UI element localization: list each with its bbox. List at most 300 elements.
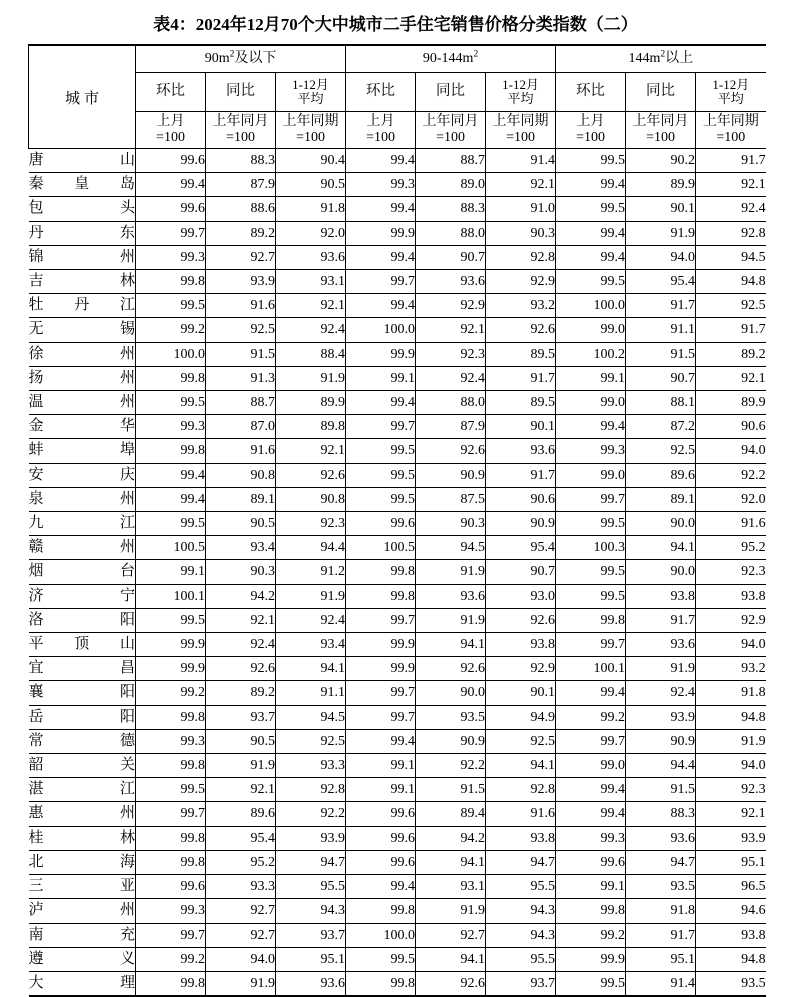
row-city-name: 济宁 — [29, 584, 136, 608]
table-body — [29, 149, 766, 997]
row-value-cell: 99.3 — [136, 729, 206, 753]
row-value-cell: 94.1 — [416, 947, 486, 971]
row-value-cell: 92.8 — [696, 221, 766, 245]
row-value-cell: 91.9 — [626, 221, 696, 245]
row-value-cell: 93.6 — [416, 270, 486, 294]
header-city: 城市 — [29, 45, 136, 149]
row-value-cell: 94.1 — [486, 754, 556, 778]
row-value-cell: 99.5 — [556, 270, 626, 294]
row-value-cell: 93.3 — [276, 754, 346, 778]
row-value-cell: 94.5 — [416, 536, 486, 560]
row-city-name: 徐州 — [29, 342, 136, 366]
table-row — [29, 826, 766, 850]
header-base-0-2 — [276, 112, 346, 149]
row-value-cell: 100.1 — [556, 657, 626, 681]
row-value-cell: 90.1 — [486, 415, 556, 439]
header-sub-2-2-l1: 1-12月 — [712, 76, 750, 92]
table-row — [29, 778, 766, 802]
row-value-cell: 91.1 — [276, 681, 346, 705]
row-value-cell: 99.4 — [136, 173, 206, 197]
row-value-cell: 92.1 — [276, 294, 346, 318]
row-value-cell: 99.4 — [346, 875, 416, 899]
header-base-0-1-l1: 上年同月 — [212, 114, 269, 130]
row-value-cell: 91.9 — [416, 608, 486, 632]
row-value-cell: 94.5 — [276, 705, 346, 729]
row-value-cell: 92.1 — [206, 778, 276, 802]
row-value-cell: 91.7 — [486, 366, 556, 390]
table-container — [0, 44, 791, 997]
row-value-cell: 90.9 — [626, 729, 696, 753]
header-base-1-2-l1: 上年同期 — [492, 114, 549, 130]
row-value-cell: 91.9 — [696, 729, 766, 753]
row-value-cell: 90.3 — [486, 221, 556, 245]
row-value-cell: 93.9 — [626, 705, 696, 729]
row-value-cell: 93.8 — [486, 633, 556, 657]
row-value-cell: 90.0 — [416, 681, 486, 705]
row-value-cell: 99.6 — [556, 850, 626, 874]
row-value-cell: 91.8 — [696, 681, 766, 705]
row-value-cell: 95.2 — [206, 850, 276, 874]
header-sub-0-1: 同比 — [206, 73, 276, 112]
row-value-cell: 91.4 — [626, 971, 696, 996]
row-value-cell: 90.3 — [206, 560, 276, 584]
row-value-cell: 90.1 — [626, 197, 696, 221]
row-city-name: 牡丹江 — [29, 294, 136, 318]
header-sub-2-2 — [696, 73, 766, 112]
page-title: 表4：2024年12月70个大中城市二手住宅销售价格分类指数（二） — [153, 15, 638, 34]
row-value-cell: 99.7 — [556, 729, 626, 753]
row-value-cell: 91.5 — [626, 778, 696, 802]
header-sub-1-1: 同比 — [416, 73, 486, 112]
row-value-cell: 91.7 — [486, 463, 556, 487]
header-sub-2-0: 环比 — [556, 73, 626, 112]
row-value-cell: 90.0 — [626, 512, 696, 536]
row-value-cell: 92.4 — [696, 197, 766, 221]
table-row — [29, 947, 766, 971]
row-value-cell: 89.6 — [206, 802, 276, 826]
row-value-cell: 99.7 — [556, 487, 626, 511]
row-value-cell: 99.5 — [346, 487, 416, 511]
row-value-cell: 88.7 — [206, 391, 276, 415]
row-value-cell: 93.3 — [206, 875, 276, 899]
row-value-cell: 95.4 — [486, 536, 556, 560]
row-value-cell: 99.7 — [136, 221, 206, 245]
row-value-cell: 99.7 — [556, 633, 626, 657]
header-sub-2-2-l2: 平均 — [717, 91, 744, 106]
row-value-cell: 99.8 — [136, 826, 206, 850]
header-sub-0-2-l2: 平均 — [297, 91, 324, 106]
row-value-cell: 91.7 — [696, 149, 766, 173]
row-city-name: 温州 — [29, 391, 136, 415]
row-value-cell: 95.1 — [626, 947, 696, 971]
header-row-sub — [29, 73, 766, 112]
row-value-cell: 91.2 — [276, 560, 346, 584]
row-value-cell: 90.1 — [486, 681, 556, 705]
row-value-cell: 99.5 — [556, 560, 626, 584]
row-value-cell: 90.5 — [206, 512, 276, 536]
row-value-cell: 91.5 — [416, 778, 486, 802]
row-value-cell: 99.5 — [556, 584, 626, 608]
row-value-cell: 88.3 — [206, 149, 276, 173]
row-value-cell: 87.0 — [206, 415, 276, 439]
table-row — [29, 633, 766, 657]
row-value-cell: 93.7 — [276, 923, 346, 947]
row-value-cell: 91.9 — [626, 657, 696, 681]
row-value-cell: 95.1 — [276, 947, 346, 971]
row-value-cell: 100.5 — [346, 536, 416, 560]
row-value-cell: 93.9 — [696, 826, 766, 850]
table-row — [29, 657, 766, 681]
row-value-cell: 100.0 — [556, 294, 626, 318]
row-value-cell: 92.9 — [486, 657, 556, 681]
header-sub-1-0: 环比 — [346, 73, 416, 112]
row-value-cell: 90.8 — [276, 487, 346, 511]
row-value-cell: 99.8 — [136, 439, 206, 463]
row-value-cell: 99.5 — [136, 778, 206, 802]
row-value-cell: 92.1 — [696, 802, 766, 826]
row-value-cell: 93.7 — [486, 971, 556, 996]
row-value-cell: 94.2 — [206, 584, 276, 608]
header-base-2-1-l1: 上年同月 — [632, 114, 689, 130]
row-value-cell: 100.3 — [556, 536, 626, 560]
row-value-cell: 99.6 — [136, 875, 206, 899]
row-value-cell: 90.0 — [626, 560, 696, 584]
row-value-cell: 95.5 — [486, 875, 556, 899]
row-value-cell: 99.2 — [556, 923, 626, 947]
row-value-cell: 99.5 — [556, 971, 626, 996]
table-row — [29, 439, 766, 463]
table-row — [29, 923, 766, 947]
row-value-cell: 99.4 — [346, 197, 416, 221]
row-value-cell: 90.7 — [486, 560, 556, 584]
row-value-cell: 93.8 — [626, 584, 696, 608]
table-row — [29, 173, 766, 197]
row-value-cell: 99.5 — [136, 391, 206, 415]
row-city-name: 常德 — [29, 729, 136, 753]
row-value-cell: 92.4 — [626, 681, 696, 705]
row-value-cell: 93.4 — [206, 536, 276, 560]
row-value-cell: 99.7 — [346, 705, 416, 729]
row-city-name: 桂林 — [29, 826, 136, 850]
row-value-cell: 95.5 — [276, 875, 346, 899]
row-value-cell: 90.7 — [626, 366, 696, 390]
row-value-cell: 88.0 — [416, 391, 486, 415]
row-value-cell: 99.8 — [556, 608, 626, 632]
row-value-cell: 92.3 — [416, 342, 486, 366]
row-value-cell: 91.9 — [416, 560, 486, 584]
row-value-cell: 99.4 — [556, 415, 626, 439]
header-base-2-0-l2: =100 — [576, 130, 605, 145]
row-value-cell: 90.4 — [276, 149, 346, 173]
header-base-2-2 — [696, 112, 766, 149]
row-value-cell: 99.4 — [556, 778, 626, 802]
row-value-cell: 99.4 — [556, 681, 626, 705]
row-value-cell: 99.5 — [346, 463, 416, 487]
row-value-cell: 93.5 — [416, 705, 486, 729]
row-value-cell: 90.3 — [416, 512, 486, 536]
header-base-2-2-l2: =100 — [716, 130, 746, 145]
row-value-cell: 89.2 — [206, 681, 276, 705]
row-city-name: 韶关 — [29, 754, 136, 778]
row-value-cell: 92.0 — [276, 221, 346, 245]
row-value-cell: 93.9 — [206, 270, 276, 294]
row-value-cell: 93.9 — [276, 826, 346, 850]
header-base-1-2 — [486, 112, 556, 149]
row-value-cell: 88.7 — [416, 149, 486, 173]
row-value-cell: 94.0 — [626, 245, 696, 269]
header-base-1-0-l1: 上月 — [366, 114, 395, 130]
header-sub-0-0: 环比 — [136, 73, 206, 112]
row-value-cell: 90.8 — [206, 463, 276, 487]
header-sub-1-2-l1: 1-12月 — [502, 76, 539, 92]
row-value-cell: 90.5 — [276, 173, 346, 197]
row-value-cell: 92.4 — [276, 608, 346, 632]
row-value-cell: 93.7 — [206, 705, 276, 729]
row-value-cell: 99.4 — [346, 729, 416, 753]
row-value-cell: 87.9 — [206, 173, 276, 197]
row-value-cell: 91.9 — [206, 754, 276, 778]
row-value-cell: 92.6 — [486, 318, 556, 342]
row-value-cell: 89.1 — [206, 487, 276, 511]
row-value-cell: 89.9 — [276, 391, 346, 415]
row-value-cell: 90.9 — [416, 729, 486, 753]
row-value-cell: 91.5 — [206, 342, 276, 366]
row-value-cell: 92.5 — [696, 294, 766, 318]
header-base-0-2-l1: 上年同期 — [282, 114, 339, 130]
row-value-cell: 99.8 — [346, 899, 416, 923]
row-value-cell: 94.0 — [696, 754, 766, 778]
row-city-name: 宜昌 — [29, 657, 136, 681]
row-value-cell: 91.9 — [276, 366, 346, 390]
row-value-cell: 99.6 — [136, 149, 206, 173]
row-value-cell: 93.5 — [696, 971, 766, 996]
row-value-cell: 99.5 — [556, 512, 626, 536]
row-value-cell: 99.1 — [346, 778, 416, 802]
row-value-cell: 92.7 — [206, 245, 276, 269]
row-value-cell: 99.8 — [136, 971, 206, 996]
table-row — [29, 875, 766, 899]
row-value-cell: 94.0 — [696, 633, 766, 657]
header-base-1-1 — [416, 112, 486, 149]
row-value-cell: 92.7 — [416, 923, 486, 947]
row-value-cell: 95.5 — [486, 947, 556, 971]
row-value-cell: 92.3 — [696, 560, 766, 584]
row-value-cell: 99.6 — [346, 850, 416, 874]
row-value-cell: 99.2 — [556, 705, 626, 729]
row-value-cell: 100.2 — [556, 342, 626, 366]
header-group-0-sup: 2 — [229, 49, 235, 60]
table-row — [29, 245, 766, 269]
row-city-name: 北海 — [29, 850, 136, 874]
row-value-cell: 91.6 — [486, 802, 556, 826]
row-value-cell: 99.5 — [136, 608, 206, 632]
row-value-cell: 91.7 — [626, 294, 696, 318]
row-value-cell: 93.4 — [276, 633, 346, 657]
table-row — [29, 270, 766, 294]
row-city-name: 锦州 — [29, 245, 136, 269]
header-row-base — [29, 112, 766, 149]
header-group-2-suffix: 以上 — [665, 51, 694, 66]
row-value-cell: 99.1 — [346, 366, 416, 390]
row-value-cell: 100.1 — [136, 584, 206, 608]
header-base-1-0 — [346, 112, 416, 149]
row-value-cell: 88.4 — [276, 342, 346, 366]
row-value-cell: 99.9 — [136, 657, 206, 681]
row-value-cell: 94.1 — [276, 657, 346, 681]
row-value-cell: 90.2 — [626, 149, 696, 173]
row-value-cell: 92.5 — [276, 729, 346, 753]
row-value-cell: 99.4 — [346, 294, 416, 318]
table-row — [29, 512, 766, 536]
row-value-cell: 92.1 — [416, 318, 486, 342]
table-row — [29, 899, 766, 923]
row-value-cell: 99.6 — [136, 197, 206, 221]
row-value-cell: 89.2 — [696, 342, 766, 366]
row-value-cell: 89.2 — [206, 221, 276, 245]
row-value-cell: 99.4 — [346, 391, 416, 415]
row-value-cell: 91.8 — [626, 899, 696, 923]
row-value-cell: 92.8 — [276, 778, 346, 802]
row-value-cell: 99.7 — [136, 923, 206, 947]
row-value-cell: 99.3 — [136, 899, 206, 923]
row-value-cell: 99.8 — [346, 971, 416, 996]
row-value-cell: 94.6 — [696, 899, 766, 923]
row-value-cell: 99.8 — [136, 270, 206, 294]
row-value-cell: 91.5 — [626, 342, 696, 366]
row-city-name: 包头 — [29, 197, 136, 221]
header-sub-1-2 — [486, 73, 556, 112]
row-value-cell: 99.2 — [136, 318, 206, 342]
row-value-cell: 94.0 — [696, 439, 766, 463]
row-value-cell: 88.6 — [206, 197, 276, 221]
row-value-cell: 88.3 — [416, 197, 486, 221]
row-value-cell: 99.2 — [136, 947, 206, 971]
row-value-cell: 94.8 — [696, 947, 766, 971]
header-base-2-0-l1: 上月 — [576, 114, 605, 130]
row-value-cell: 100.0 — [136, 342, 206, 366]
row-value-cell: 89.5 — [486, 342, 556, 366]
table-row — [29, 705, 766, 729]
table-row — [29, 681, 766, 705]
row-value-cell: 92.9 — [696, 608, 766, 632]
row-value-cell: 94.3 — [486, 923, 556, 947]
row-value-cell: 99.7 — [136, 802, 206, 826]
row-value-cell: 99.4 — [556, 802, 626, 826]
row-value-cell: 93.6 — [486, 439, 556, 463]
row-value-cell: 99.5 — [556, 149, 626, 173]
row-value-cell: 99.8 — [136, 754, 206, 778]
table-row — [29, 802, 766, 826]
row-value-cell: 95.2 — [696, 536, 766, 560]
row-value-cell: 89.8 — [276, 415, 346, 439]
table-row — [29, 729, 766, 753]
row-value-cell: 92.0 — [696, 487, 766, 511]
row-value-cell: 99.0 — [556, 391, 626, 415]
row-city-name: 襄阳 — [29, 681, 136, 705]
row-value-cell: 99.7 — [346, 681, 416, 705]
header-base-0-2-l2: =100 — [296, 130, 325, 145]
row-value-cell: 99.8 — [346, 560, 416, 584]
row-value-cell: 91.7 — [696, 318, 766, 342]
row-value-cell: 99.1 — [136, 560, 206, 584]
row-value-cell: 90.6 — [486, 487, 556, 511]
row-value-cell: 99.7 — [346, 608, 416, 632]
row-city-name: 惠州 — [29, 802, 136, 826]
row-value-cell: 93.1 — [416, 875, 486, 899]
header-base-1-2-l2: =100 — [506, 130, 535, 145]
row-value-cell: 99.1 — [346, 754, 416, 778]
row-value-cell: 92.6 — [416, 971, 486, 996]
row-value-cell: 99.5 — [136, 294, 206, 318]
row-city-name: 三亚 — [29, 875, 136, 899]
row-value-cell: 99.9 — [556, 947, 626, 971]
row-value-cell: 91.9 — [206, 971, 276, 996]
header-base-1-1-l1: 上年同月 — [422, 114, 479, 130]
row-value-cell: 99.5 — [346, 947, 416, 971]
row-value-cell: 88.0 — [416, 221, 486, 245]
row-value-cell: 99.7 — [346, 415, 416, 439]
row-value-cell: 96.5 — [696, 875, 766, 899]
row-value-cell: 99.3 — [346, 173, 416, 197]
row-city-name: 烟台 — [29, 560, 136, 584]
row-value-cell: 89.5 — [486, 391, 556, 415]
header-sub-1-2-l2: 平均 — [507, 91, 534, 106]
row-city-name: 遵义 — [29, 947, 136, 971]
table-row — [29, 221, 766, 245]
row-city-name: 安庆 — [29, 463, 136, 487]
header-sub-0-2-l1: 1-12月 — [292, 76, 329, 92]
row-value-cell: 92.1 — [276, 439, 346, 463]
header-base-0-1-l2: =100 — [226, 130, 255, 145]
table-row — [29, 391, 766, 415]
row-value-cell: 89.9 — [696, 391, 766, 415]
row-value-cell: 99.8 — [136, 366, 206, 390]
row-value-cell: 92.5 — [206, 318, 276, 342]
row-value-cell: 87.2 — [626, 415, 696, 439]
row-value-cell: 93.5 — [626, 875, 696, 899]
row-value-cell: 99.0 — [556, 463, 626, 487]
row-value-cell: 92.3 — [276, 512, 346, 536]
row-value-cell: 94.1 — [626, 536, 696, 560]
header-row-group — [29, 45, 766, 73]
row-value-cell: 99.9 — [346, 342, 416, 366]
row-value-cell: 92.3 — [696, 778, 766, 802]
row-value-cell: 91.7 — [626, 608, 696, 632]
table-row — [29, 536, 766, 560]
row-city-name: 九江 — [29, 512, 136, 536]
row-value-cell: 94.2 — [416, 826, 486, 850]
row-value-cell: 100.0 — [346, 318, 416, 342]
row-value-cell: 99.3 — [556, 826, 626, 850]
table-row — [29, 754, 766, 778]
row-value-cell: 99.4 — [346, 149, 416, 173]
header-group-0-prefix: 90m — [204, 51, 230, 66]
row-value-cell: 94.1 — [416, 850, 486, 874]
row-value-cell: 87.9 — [416, 415, 486, 439]
header-group-1 — [346, 45, 556, 73]
row-value-cell: 99.8 — [136, 850, 206, 874]
table-row — [29, 318, 766, 342]
row-value-cell: 89.4 — [416, 802, 486, 826]
row-value-cell: 99.3 — [136, 245, 206, 269]
row-value-cell: 93.2 — [486, 294, 556, 318]
row-value-cell: 88.3 — [626, 802, 696, 826]
row-value-cell: 99.4 — [556, 245, 626, 269]
row-value-cell: 94.3 — [486, 899, 556, 923]
row-value-cell: 99.9 — [136, 633, 206, 657]
header-base-2-0 — [556, 112, 626, 149]
header-base-1-0-l2: =100 — [366, 130, 395, 145]
